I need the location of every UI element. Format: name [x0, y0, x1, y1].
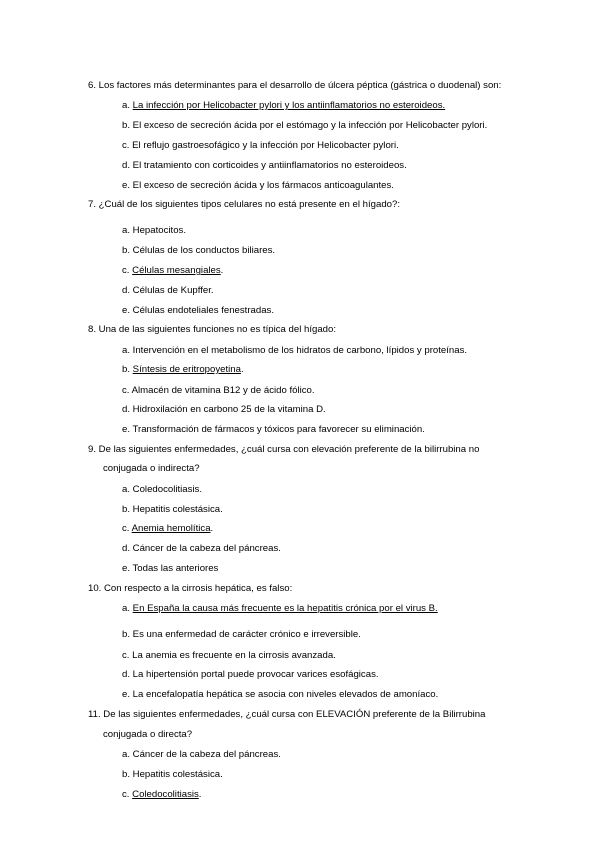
option-prefix: b. [122, 120, 133, 131]
option-prefix: c. [122, 385, 132, 396]
option-prefix: a. [122, 749, 133, 760]
option-7b [122, 245, 275, 257]
option-6c [122, 140, 399, 152]
option-text: Hepatitis colestásica. [132, 769, 223, 780]
option-prefix: a. [122, 345, 133, 356]
option-prefix: a. [122, 100, 133, 111]
option-prefix: a. [122, 603, 133, 614]
option-8b [122, 364, 244, 376]
option-11a [122, 749, 281, 761]
question-9-stem: 9. De las siguientes enfermedades, ¿cuál cursa con elevación preferente de la bilirrubina no [88, 444, 480, 455]
option-suffix: . [240, 364, 244, 375]
option-9c [122, 523, 213, 535]
option-prefix: b. [122, 364, 133, 375]
option-prefix: a. [122, 484, 133, 495]
option-suffix: . [220, 265, 224, 276]
option-prefix: d. [122, 160, 133, 171]
question-9-stem-continued: conjugada o indirecta? [103, 463, 200, 474]
option-prefix: b. [122, 245, 133, 256]
option-text: Todas las anteriores [132, 563, 219, 574]
option-text: Hepatitis colestásica. [132, 504, 223, 515]
option-prefix: b. [122, 769, 133, 780]
option-text: Hepatocitos. [132, 225, 186, 236]
option-8c [122, 385, 315, 397]
option-10a [122, 603, 438, 615]
question-8-stem: 8. Una de las siguientes funciones no es típica del hígado: [88, 324, 337, 335]
option-9b [122, 504, 223, 516]
option-9e [122, 563, 218, 575]
option-text: Cáncer de la cabeza del páncreas. [132, 749, 281, 760]
option-text: Células de Kupffer. [132, 285, 214, 296]
option-8e [122, 424, 425, 436]
option-prefix: e. [122, 180, 133, 191]
option-10d [122, 669, 379, 681]
answer-underlined: Anemia hemolítica [131, 523, 211, 534]
option-text: Coledocolitiasis. [132, 484, 202, 495]
option-text: Almacén de vitamina B12 y de ácido fólico. [131, 385, 315, 396]
option-prefix: d. [122, 404, 133, 415]
option-prefix: e. [122, 424, 133, 435]
option-prefix: e. [122, 563, 133, 574]
option-text: Hidroxilación en carbono 25 de la vitamina D. [132, 404, 326, 415]
option-text: Células endoteliales fenestradas. [132, 305, 275, 316]
option-prefix: c. [122, 523, 132, 534]
option-text: Es una enfermedad de carácter crónico e irreversible. [132, 629, 361, 640]
option-10e [122, 689, 438, 701]
answer-underlined: Células mesangiales [132, 265, 221, 276]
option-11b [122, 769, 223, 781]
option-8a [122, 345, 467, 357]
option-9a [122, 484, 202, 496]
option-text: Intervención en el metabolismo de los hidratos de carbono, lípidos y proteínas. [132, 345, 468, 356]
option-prefix: d. [122, 669, 133, 680]
option-11c [122, 789, 201, 801]
answer-underlined: Coledocolitiasis [132, 789, 199, 800]
option-suffix: . [198, 789, 202, 800]
option-9d [122, 543, 281, 555]
option-7e [122, 305, 274, 317]
option-prefix: e. [122, 689, 133, 700]
question-11-stem: 11. De las siguientes enfermedades, ¿cuál cursa con ELEVACIÓN preferente de la Bilirrubina [88, 709, 486, 720]
option-prefix: d. [122, 285, 133, 296]
option-7d [122, 285, 214, 297]
question-10-stem: 10. Con respecto a la cirrosis hepática, es falso: [88, 583, 293, 594]
option-prefix: c. [122, 140, 133, 151]
option-prefix: c. [122, 650, 133, 661]
option-prefix: d. [122, 543, 133, 554]
answer-underlined: En España la causa más frecuente es la hepatitis crónica por el virus B. [132, 603, 438, 614]
option-prefix: c. [122, 789, 133, 800]
option-text: El exceso de secreción ácida por el estómago y la infección por Helicobacter pylori. [132, 120, 488, 131]
option-suffix: . [210, 523, 214, 534]
option-text: Células de los conductos biliares. [132, 245, 276, 256]
option-prefix: b. [122, 504, 133, 515]
option-prefix: a. [122, 225, 133, 236]
option-text: Transformación de fármacos y tóxicos para favorecer su eliminación. [132, 424, 425, 435]
option-text: El tratamiento con corticoides y antiinflamatorios no esteroideos. [132, 160, 407, 171]
option-6a [122, 100, 445, 112]
option-text: Cáncer de la cabeza del páncreas. [132, 543, 281, 554]
option-7a [122, 225, 186, 237]
option-prefix: c. [122, 265, 133, 276]
option-8d [122, 404, 326, 416]
option-prefix: b. [122, 629, 133, 640]
option-prefix: e. [122, 305, 133, 316]
question-6-stem: 6. Los factores más determinantes para el desarrollo de úlcera péptica (gástrica o duodenal) son: [88, 80, 502, 91]
option-text: El exceso de secreción ácida y los fármacos anticoagulantes. [132, 180, 394, 191]
question-11-stem-continued: conjugada o directa? [103, 729, 193, 740]
option-text: La hipertensión portal puede provocar varices esofágicas. [132, 669, 379, 680]
option-6d [122, 160, 407, 172]
question-7-stem: 7. ¿Cuál de los siguientes tipos celulares no está presente en el hígado?: [88, 199, 400, 210]
option-10c [122, 650, 336, 662]
answer-underlined: La infección por Helicobacter pylori y los antiinflamatorios no esteroideos. [132, 100, 446, 111]
option-text: El reflujo gastroesofágico y la infección por Helicobacter pylori. [132, 140, 399, 151]
option-10b [122, 629, 361, 641]
option-text: La encefalopatía hepática se asocia con niveles elevados de amoníaco. [132, 689, 439, 700]
answer-underlined: Síntesis de eritropoyetina [132, 364, 241, 375]
option-6e [122, 180, 394, 192]
option-7c [122, 265, 223, 277]
option-6b [122, 120, 487, 132]
option-text: La anemia es frecuente en la cirrosis avanzada. [132, 650, 336, 661]
